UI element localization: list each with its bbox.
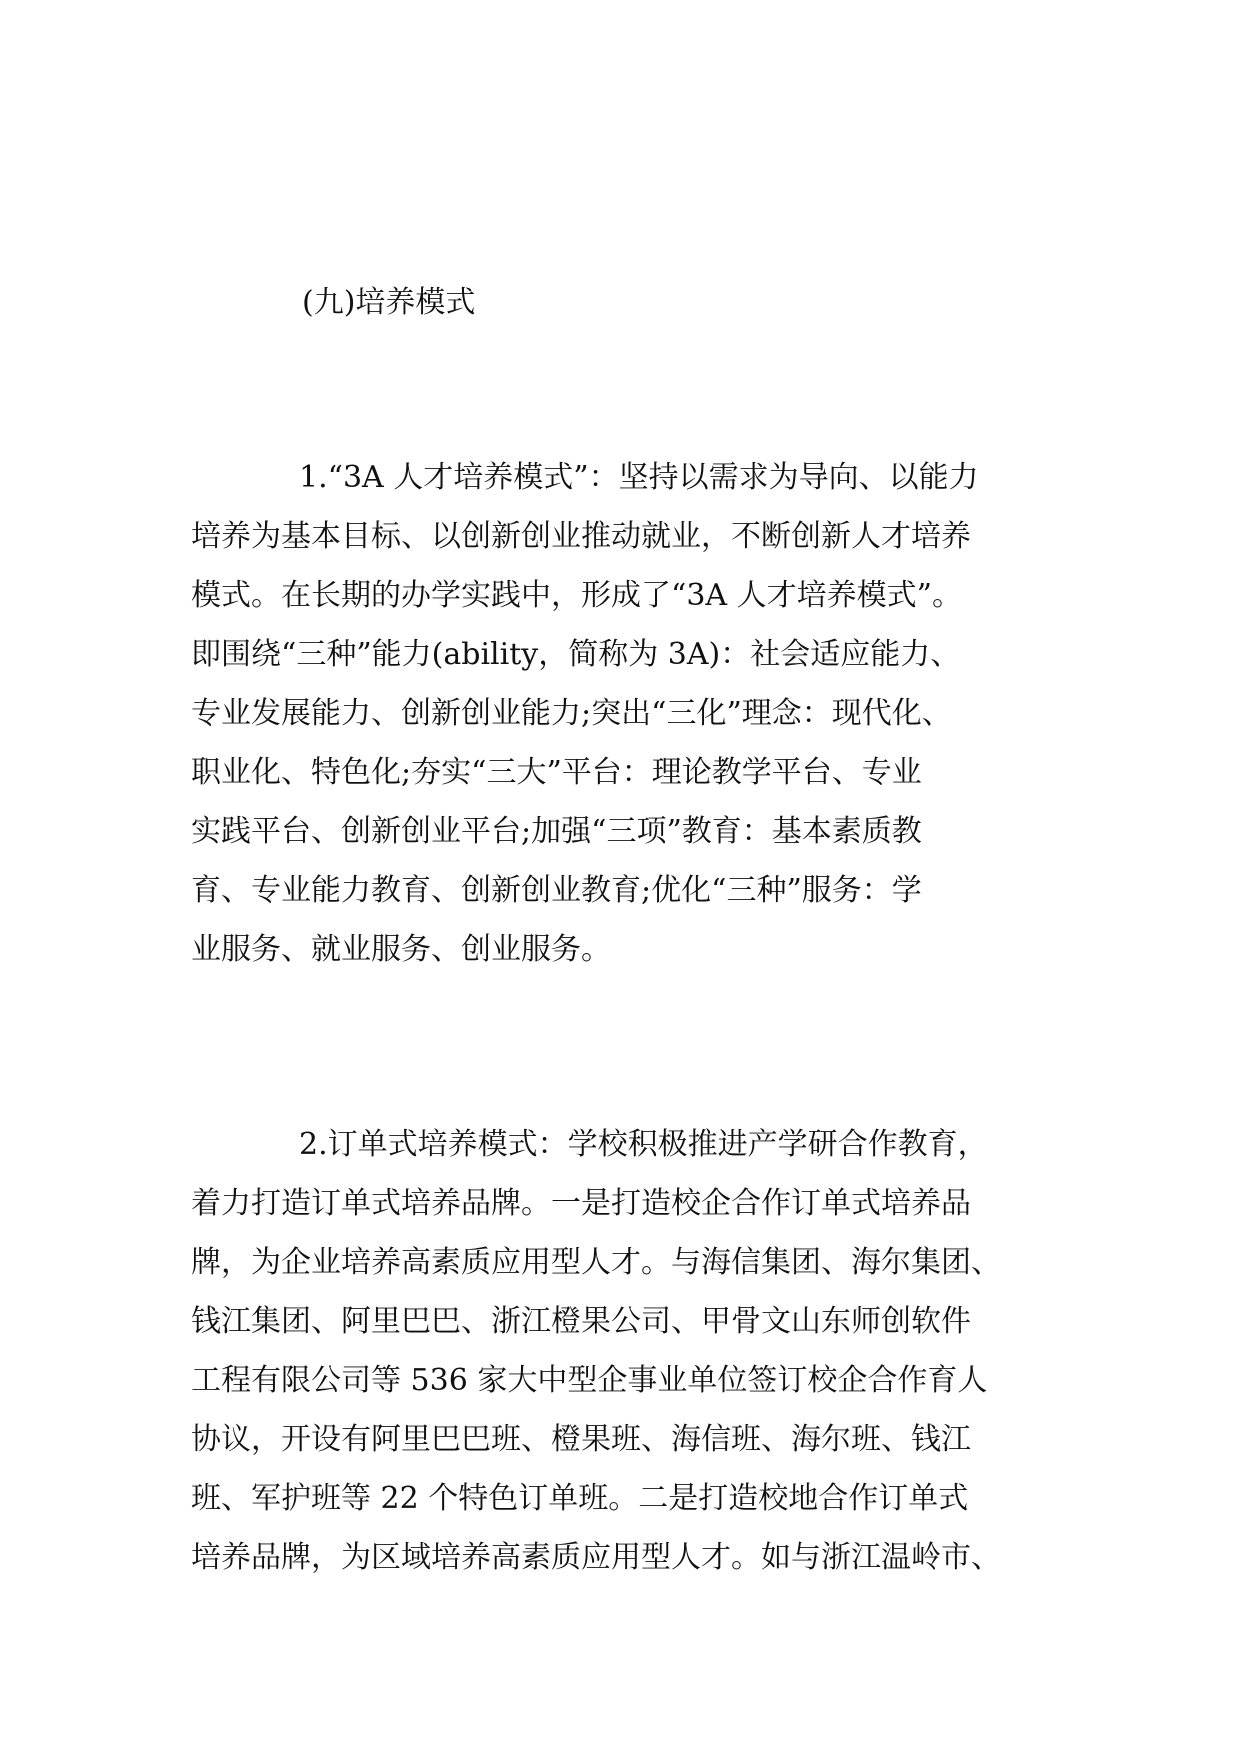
paragraph-line: 1.“3A 人才培养模式”：坚持以需求为导向、以能力	[299, 460, 979, 495]
paragraph-line: 专业发展能力、创新创业能力;突出“三化”理念：现代化、	[191, 696, 952, 731]
paragraph-line: 牌，为企业培养高素质应用型人才。与海信集团、海尔集团、	[191, 1245, 1001, 1280]
paragraph-line: 工程有限公司等 536 家大中型企事业单位签订校企合作育人	[191, 1363, 988, 1398]
paragraph-line: 业服务、就业服务、创业服务。	[191, 932, 611, 967]
paragraph-order-model	[191, 1115, 1071, 1587]
paragraph-line: 育、专业能力教育、创新创业教育;优化“三种”服务：学	[191, 873, 922, 908]
paragraph-line: 实践平台、创新创业平台;加强“三项”教育：基本素质教	[191, 814, 922, 849]
paragraph-line: 钱江集团、阿里巴巴、浙江橙果公司、甲骨文山东师创软件	[191, 1304, 971, 1339]
paragraph-line: 模式。在长期的办学实践中，形成了“3A 人才培养模式”。	[191, 578, 962, 613]
paragraph-line: 培养为基本目标、以创新创业推动就业，不断创新人才培养	[191, 519, 971, 554]
paragraph-line: 2.订单式培养模式：学校积极推进产学研合作教育，	[299, 1127, 988, 1162]
paragraph-line: 班、军护班等 22 个特色订单班。二是打造校地合作订单式	[191, 1481, 969, 1516]
paragraph-3a-model	[191, 448, 1071, 979]
paragraph-line: 培养品牌，为区域培养高素质应用型人才。如与浙江温岭市、	[191, 1540, 1001, 1575]
paragraph-line: 协议，开设有阿里巴巴班、橙果班、海信班、海尔班、钱江	[191, 1422, 971, 1457]
paragraph-line: 即围绕“三种”能力(ability，简称为 3A)：社会适应能力、	[191, 637, 961, 672]
paragraph-line: 着力打造订单式培养品牌。一是打造校企合作订单式培养品	[191, 1186, 971, 1221]
paragraph-line: 职业化、特色化;夯实“三大”平台：理论教学平台、专业	[191, 755, 922, 790]
section-heading: (九)培养模式	[302, 285, 476, 320]
